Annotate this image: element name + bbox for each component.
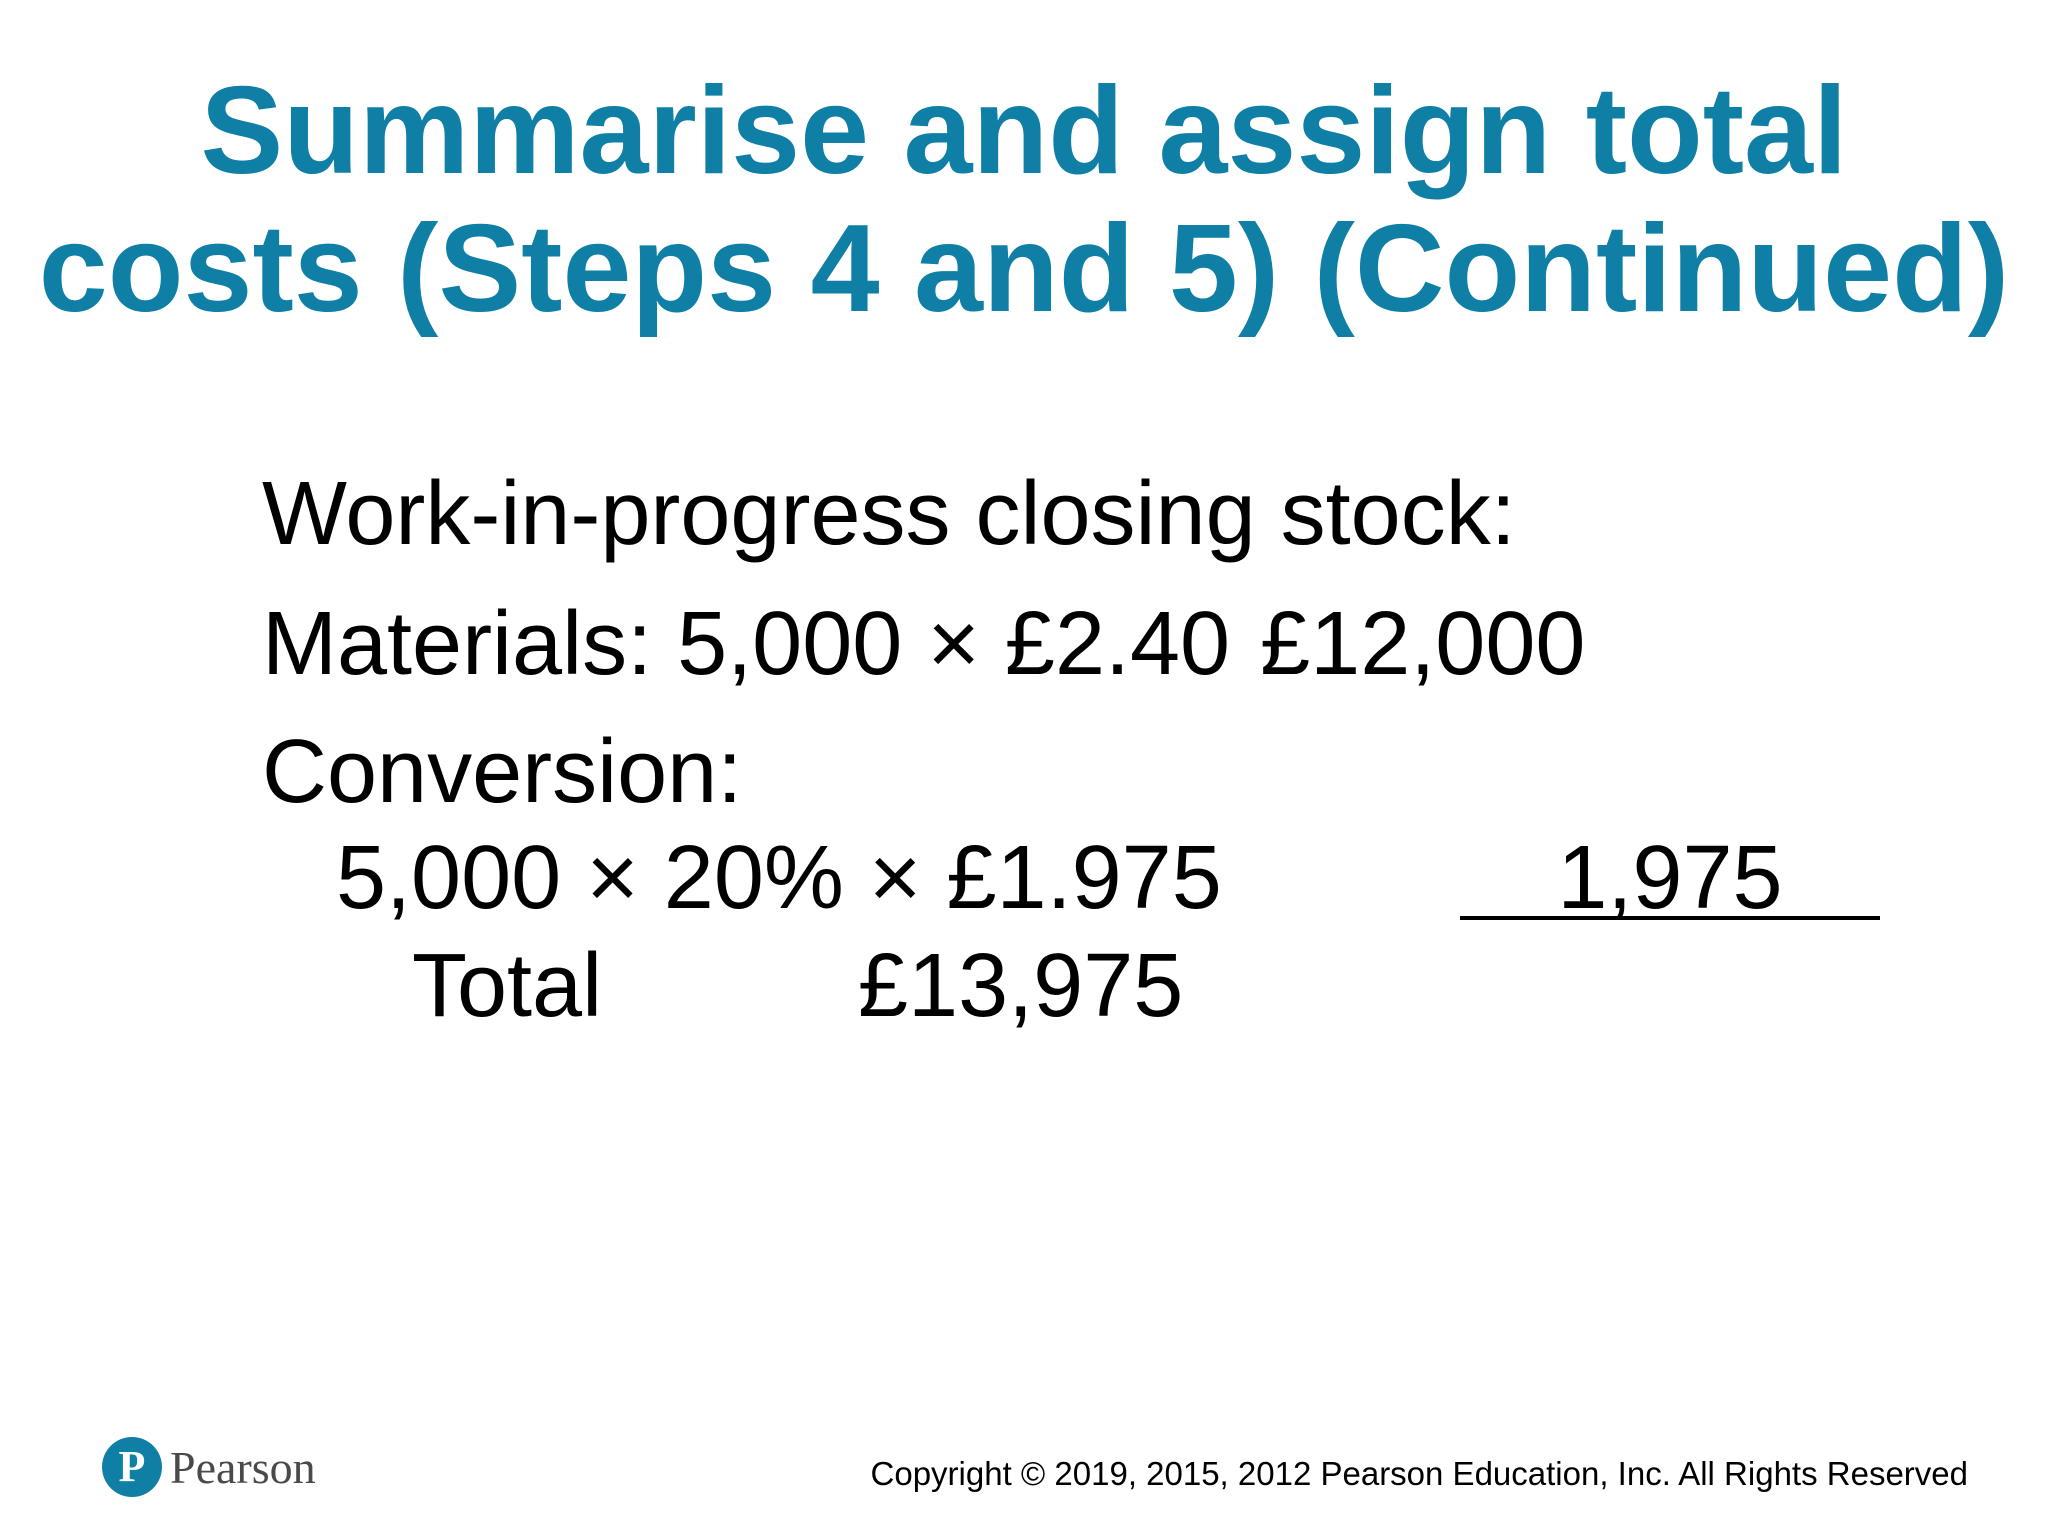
total-label: Total <box>412 936 603 1036</box>
conversion-amount: 1,975 <box>1557 828 1783 928</box>
pearson-p-icon: P <box>102 1437 162 1497</box>
materials-row <box>262 592 1585 696</box>
conversion-label: Conversion: <box>262 722 743 822</box>
copyright-notice: Copyright © 2019, 2015, 2012 Pearson Education, Inc. All Rights Reserved <box>870 1455 1968 1492</box>
materials-label: Materials: 5,000 × £2.40 <box>262 594 1231 694</box>
subtotal-rule <box>1460 916 1880 920</box>
wip-heading: Work-in-progress closing stock: <box>262 464 1516 564</box>
slide-title <box>0 62 2048 338</box>
pearson-wordmark: Pearson <box>170 1441 316 1493</box>
title-line-2: costs (Steps 4 and 5) (Continued) <box>38 200 2010 338</box>
materials-amount: £12,000 <box>1260 594 1586 694</box>
title-line-1: Summarise and assign total <box>200 62 1848 200</box>
pearson-logo <box>102 1432 316 1502</box>
total-amount: £13,975 <box>858 936 1184 1036</box>
conversion-calc: 5,000 × 20% × £1.975 <box>336 828 1222 928</box>
